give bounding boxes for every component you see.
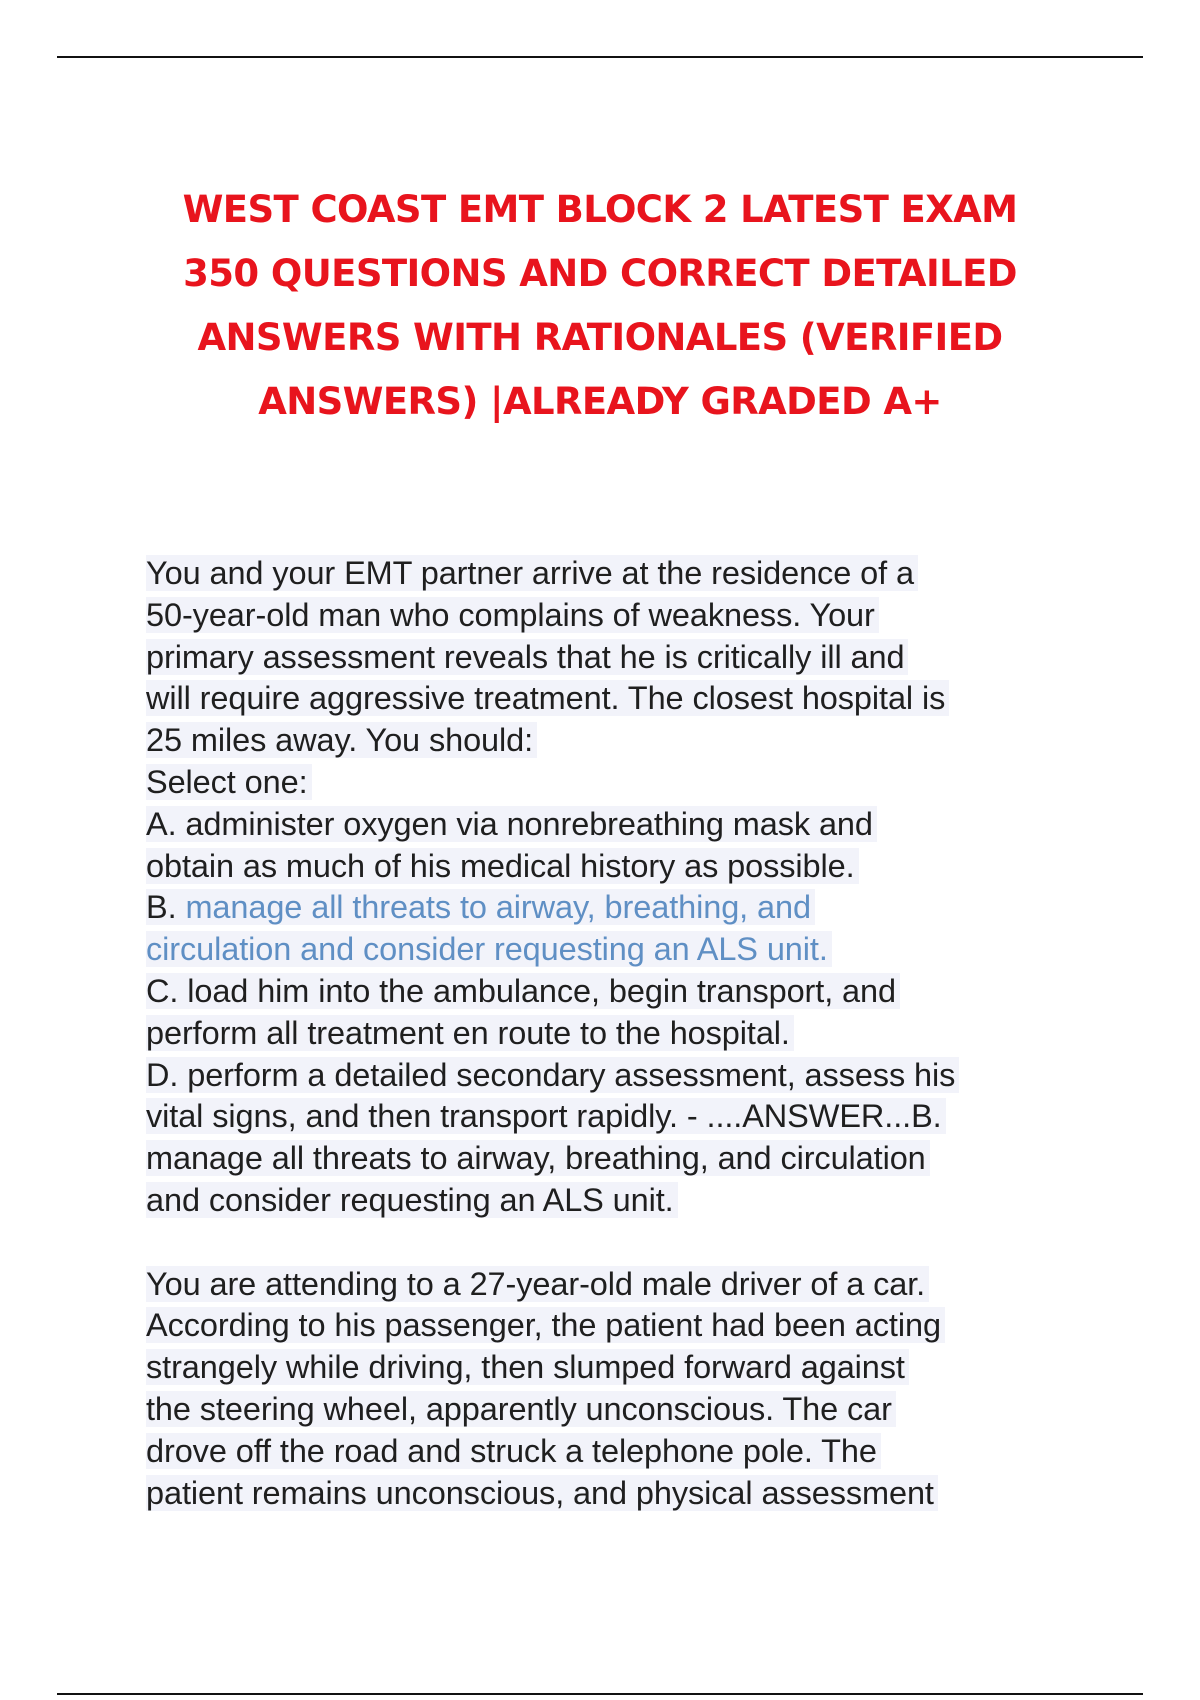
question-stem-line: patient remains unconscious, and physical assessment	[146, 1473, 1086, 1515]
question-stem-line: 25 miles away. You should:	[146, 720, 1086, 762]
option-a: A. administer oxygen via nonrebreathing mask and	[146, 804, 1086, 846]
title-line: ANSWERS) |ALREADY GRADED A+	[258, 380, 942, 423]
question-stem-line: According to his passenger, the patient had been acting	[146, 1305, 1086, 1347]
document-title	[120, 178, 1080, 434]
option-b-prefix: B.	[146, 889, 186, 926]
question-stem-line: 50-year-old man who complains of weakness. Your	[146, 595, 1086, 637]
option-c: C. load him into the ambulance, begin transport, and	[146, 971, 1086, 1013]
select-one-label: Select one:	[146, 762, 1086, 804]
question-stem-line: drove off the road and struck a telephone pole. The	[146, 1431, 1086, 1473]
option-a: obtain as much of his medical history as possible.	[146, 846, 1086, 888]
question-stem-line: primary assessment reveals that he is critically ill and	[146, 637, 1086, 679]
question-stem-line: will require aggressive treatment. The closest hospital is	[146, 678, 1086, 720]
header-rule	[57, 56, 1143, 58]
option-b	[146, 887, 1086, 929]
document-body	[146, 553, 1086, 1514]
option-b: circulation and consider requesting an ALS unit.	[146, 929, 1086, 971]
option-b-correct-text: manage all threats to airway, breathing, and	[185, 889, 811, 926]
answer-line: manage all threats to airway, breathing, and circulation	[146, 1138, 1086, 1180]
question-stem-line: strangely while driving, then slumped forward against	[146, 1347, 1086, 1389]
question-stem-line: You and your EMT partner arrive at the residence of a	[146, 553, 1086, 595]
footer-rule	[57, 1693, 1143, 1695]
question-stem-line: You are attending to a 27-year-old male driver of a car.	[146, 1264, 1086, 1306]
paragraph-gap	[146, 1222, 1086, 1264]
question-1	[146, 553, 1086, 1222]
option-d-and-answer: D. perform a detailed secondary assessment, assess his	[146, 1055, 1086, 1097]
answer-line: and consider requesting an ALS unit.	[146, 1180, 1086, 1222]
question-2	[146, 1264, 1086, 1515]
title-line: WEST COAST EMT BLOCK 2 LATEST EXAM	[182, 188, 1018, 231]
title-line: ANSWERS WITH RATIONALES (VERIFIED	[197, 316, 1003, 359]
question-stem-line: the steering wheel, apparently unconscious. The car	[146, 1389, 1086, 1431]
option-c: perform all treatment en route to the hospital.	[146, 1013, 1086, 1055]
option-d-and-answer: vital signs, and then transport rapidly. - ....ANSWER...B.	[146, 1096, 1086, 1138]
title-line: 350 QUESTIONS AND CORRECT DETAILED	[183, 252, 1017, 295]
